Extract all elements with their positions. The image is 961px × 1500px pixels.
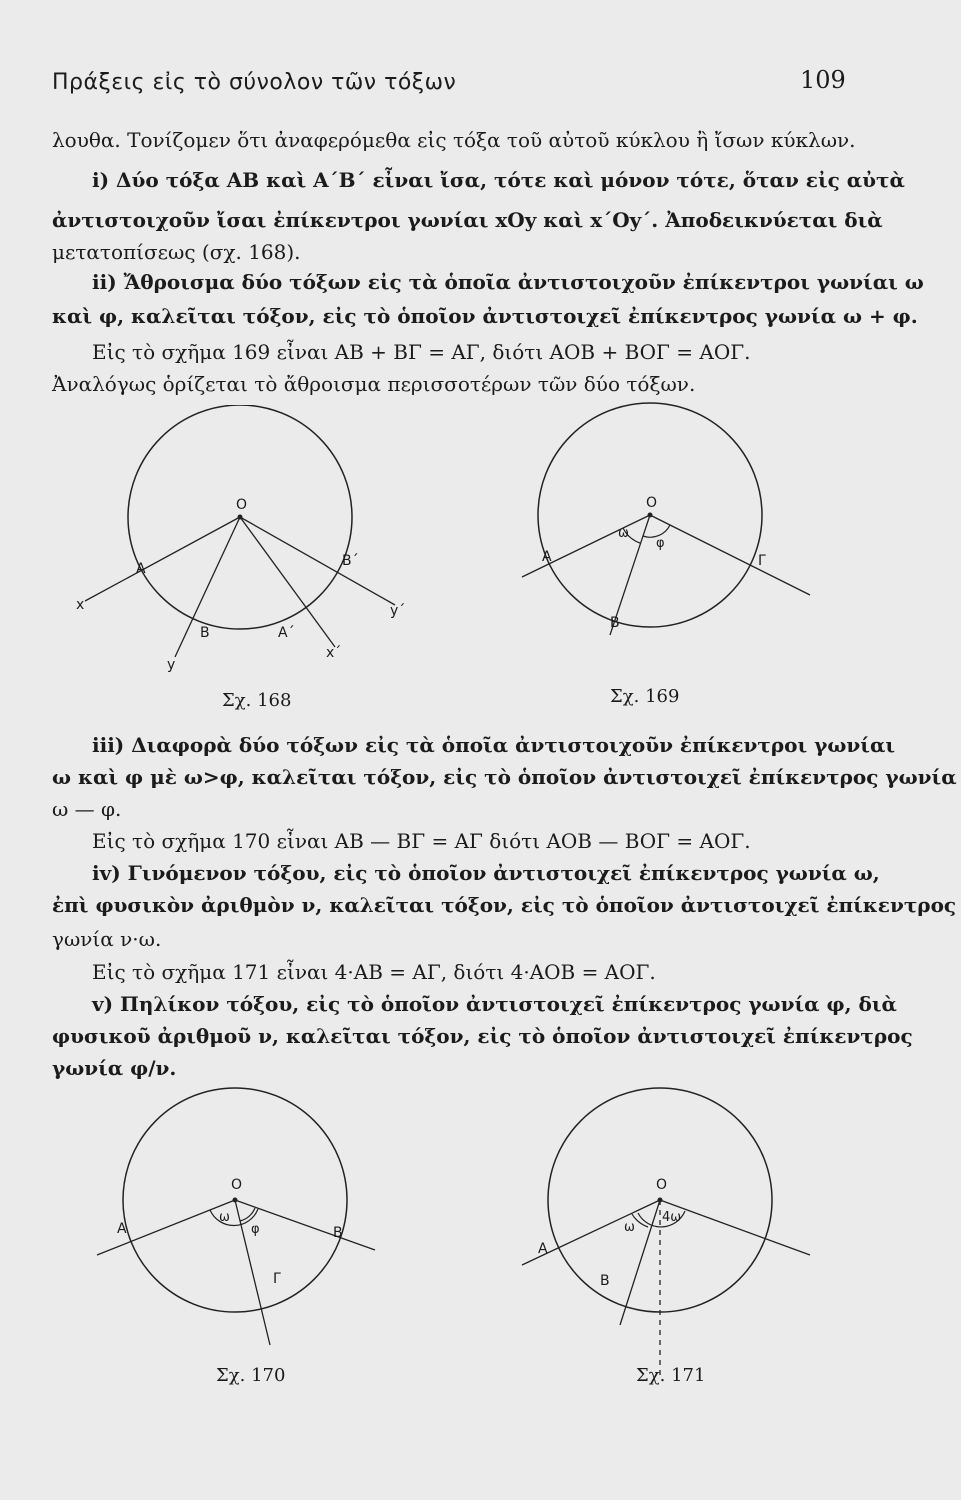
figure-168 bbox=[60, 405, 440, 705]
center-point bbox=[658, 1198, 663, 1203]
text-line-2: i) Δύο τόξα AB καὶ A΄B΄ εἶναι ἴσα, τότε καὶ μόνον τότε, ὅταν εἰς αὐτὰ bbox=[92, 168, 905, 192]
text-line-17: v) Πηλίκον τόξου, εἰς τὸ ὁποῖον ἀντιστοιχεῖ ἐπίκεντρος γωνία φ, διὰ bbox=[92, 992, 897, 1016]
label-omega: ω bbox=[219, 1210, 230, 1225]
text-line-3: ἀντιστοιχοῦν ἴσαι ἐπίκεντροι γωνίαι xOy καὶ x΄Oy΄. Ἀποδεικνύεται διὰ bbox=[52, 208, 883, 232]
label-O: O bbox=[656, 1177, 668, 1193]
center-point bbox=[233, 1198, 238, 1203]
text-line-12: Εἰς τὸ σχῆμα 170 εἶναι AB — BΓ = AΓ διότι AOB — BOΓ = AOΓ. bbox=[92, 829, 751, 853]
text-line-1: λουθα. Τονίζομεν ὅτι ἀναφερόμεθα εἰς τόξα τοῦ αὐτοῦ κύκλου ἢ ἴσων κύκλων. bbox=[52, 128, 856, 152]
text-line-4: μετατοπίσεως (σχ. 168). bbox=[52, 240, 301, 264]
figure-169 bbox=[520, 395, 840, 695]
ray-B bbox=[620, 1200, 660, 1325]
label-B: B bbox=[333, 1225, 343, 1241]
text-line-5: ii) Ἄθροισμα δύο τόξων εἰς τὰ ὁποῖα ἀντιστοιχοῦν ἐπίκεντροι γωνίαι ω bbox=[92, 270, 924, 294]
caption-169: Σχ. 169 bbox=[610, 686, 680, 707]
label-A: A bbox=[117, 1221, 127, 1237]
ray-y2 bbox=[240, 517, 395, 605]
arc-phi bbox=[240, 1208, 255, 1221]
ray-A bbox=[522, 515, 650, 577]
text-line-15: γωνία ν·ω. bbox=[52, 927, 162, 951]
label-B: B bbox=[600, 1273, 610, 1289]
text-line-9: iii) Διαφορὰ δύο τόξων εἰς τὰ ὁποῖα ἀντιστοιχοῦν ἐπίκεντροι γωνίαι bbox=[92, 733, 896, 757]
label-B: B bbox=[200, 625, 210, 641]
label-A: A bbox=[538, 1241, 548, 1257]
label-omega: ω bbox=[618, 526, 629, 541]
text-line-10: ω καὶ φ μὲ ω>φ, καλεῖται τόξον, εἰς τὸ ὁποῖον ἀντιστοιχεῖ ἐπίκεντρος γωνία bbox=[52, 765, 957, 789]
text-line-14: ἐπὶ φυσικὸν ἀριθμὸν ν, καλεῖται τόξον, εἰς τὸ ὁποῖον ἀντιστοιχεῖ ἐπίκεντρος bbox=[52, 893, 957, 917]
text-line-19: γωνία φ/ν. bbox=[52, 1056, 177, 1080]
text-line-13: iv) Γινόμενον τόξου, εἰς τὸ ὁποῖον ἀντιστοιχεῖ ἐπίκεντρος γωνία ω, bbox=[92, 861, 880, 885]
figure-171 bbox=[520, 1085, 860, 1375]
label-A2: A΄ bbox=[278, 625, 295, 641]
label-B2: B΄ bbox=[342, 553, 359, 569]
text-line-6: καὶ φ, καλεῖται τόξον, εἰς τὸ ὁποῖον ἀντιστοιχεῖ ἐπίκεντρος γωνία ω + φ. bbox=[52, 304, 918, 328]
center-point bbox=[238, 515, 243, 520]
label-A: A bbox=[542, 549, 552, 565]
label-G: Γ bbox=[758, 553, 766, 569]
label-G: Γ bbox=[273, 1271, 281, 1287]
text-line-18: φυσικοῦ ἀριθμοῦ ν, καλεῖται τόξον, εἰς τὸ ὁποῖον ἀντιστοιχεῖ ἐπίκεντρος bbox=[52, 1024, 913, 1048]
label-four-omega: 4ω bbox=[662, 1210, 682, 1225]
label-A: A bbox=[136, 561, 146, 577]
text-line-7: Εἰς τὸ σχῆμα 169 εἶναι AB + BΓ = AΓ, διότι AOB + BOΓ = AOΓ. bbox=[92, 340, 751, 364]
label-y: y bbox=[167, 657, 176, 673]
label-omega: ω bbox=[624, 1220, 635, 1235]
caption-170: Σχ. 170 bbox=[216, 1365, 286, 1386]
text-line-8: Ἀναλόγως ὁρίζεται τὸ ἄθροισμα περισσοτέρων τῶν δύο τόξων. bbox=[52, 372, 696, 396]
label-O: O bbox=[236, 497, 248, 513]
label-O: O bbox=[231, 1177, 243, 1193]
label-y2: y΄ bbox=[390, 603, 406, 619]
caption-168: Σχ. 168 bbox=[222, 690, 292, 711]
label-x2: x΄ bbox=[326, 645, 342, 661]
label-B: B bbox=[610, 615, 620, 631]
label-phi: φ bbox=[251, 1222, 260, 1237]
ray-G bbox=[660, 1200, 810, 1255]
page-number: 109 bbox=[800, 66, 846, 94]
text-line-16: Εἰς τὸ σχῆμα 171 εἶναι 4·AB = AΓ, διότι 4·AOB = AOΓ. bbox=[92, 960, 656, 984]
label-x: x bbox=[76, 597, 85, 613]
running-header: Πράξεις εἰς τὸ σύνολον τῶν τόξων bbox=[52, 70, 457, 95]
label-O: O bbox=[646, 495, 658, 511]
figure-170 bbox=[95, 1085, 425, 1375]
label-phi: φ bbox=[656, 536, 665, 551]
ray-x bbox=[85, 517, 240, 601]
caption-171: Σχ. 171 bbox=[636, 1365, 706, 1386]
text-line-11: ω — φ. bbox=[52, 797, 122, 821]
center-point bbox=[648, 513, 653, 518]
ray-G bbox=[650, 515, 810, 595]
